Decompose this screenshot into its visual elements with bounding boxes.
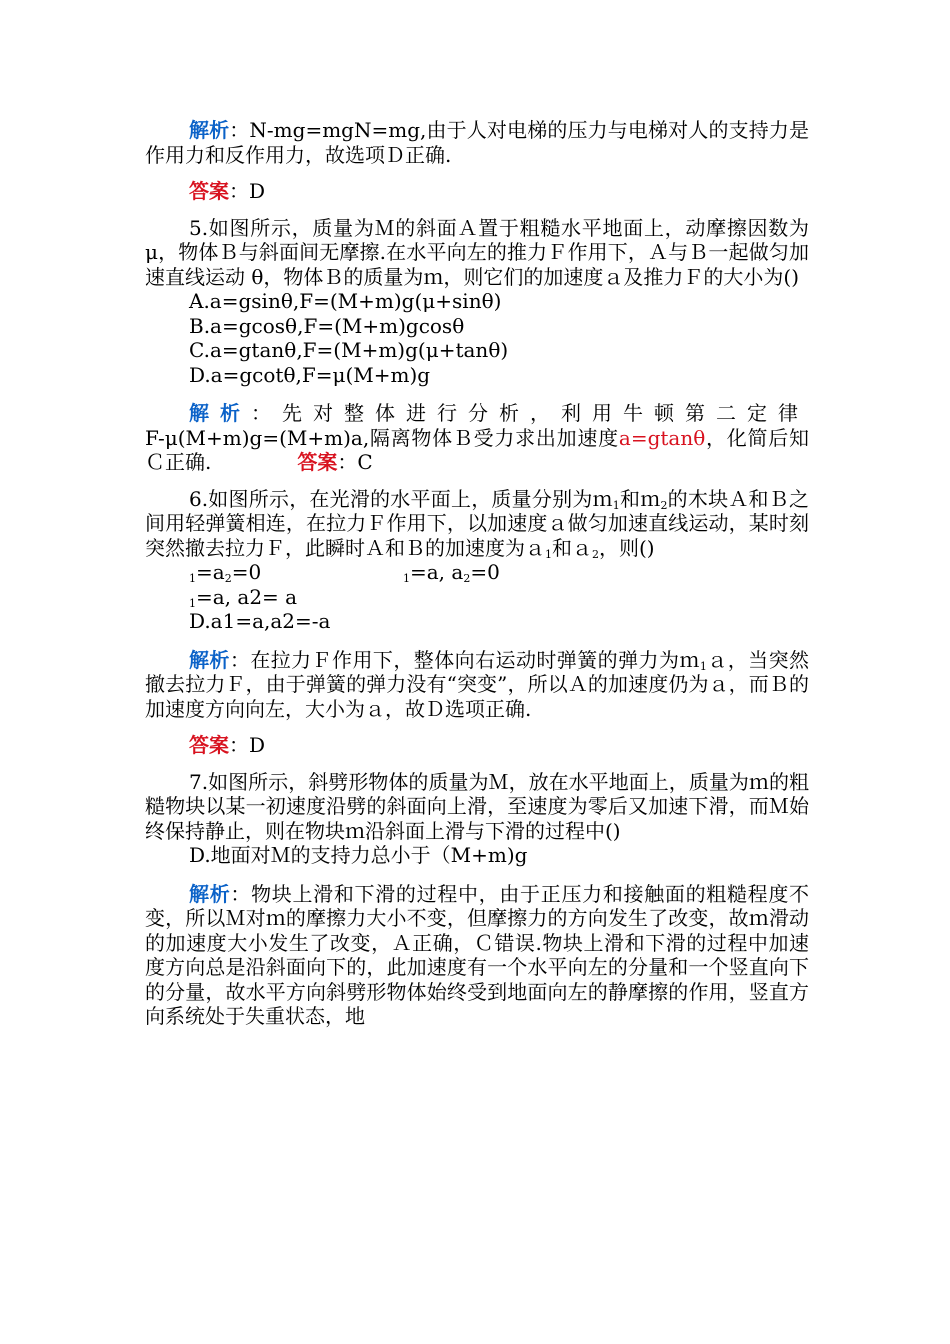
subscript-1: 1 (189, 596, 196, 610)
q4-answer (145, 179, 809, 204)
answer-separator: ： (337, 450, 358, 474)
q5-analysis (145, 401, 809, 475)
subscript-2: 2 (592, 547, 599, 561)
answer-separator: ： (229, 733, 249, 757)
q6-option-a (189, 560, 261, 584)
analysis-text-2: ａ，当突然撤去拉力Ｆ，由于弹簧的弹力没有“突变”，所以Ａ的加速度仍为ａ，而Ｂ的加速度方向向左，大小为ａ，故Ｄ选项正确. (145, 647, 810, 721)
answer-label: 答案 (189, 179, 229, 203)
stem-text-1: 6.如图所示，在光滑的水平面上，质量分别为ｍ (189, 486, 613, 511)
q7-option-d: D.地面对Ｍ的支持力总小于（M+m)g (189, 843, 528, 867)
answer-value: D (249, 733, 266, 757)
subscript-2: 2 (660, 498, 668, 512)
analysis-separator: ： (229, 647, 251, 672)
answer-label: 答案 (189, 733, 229, 757)
option-a-text-2: =0 (231, 560, 262, 584)
analysis-separator: ： (251, 401, 282, 425)
q6-analysis (145, 648, 809, 722)
answer-label: 答案 (297, 450, 338, 474)
analysis-separator: ： (229, 118, 250, 142)
answer-separator: ： (229, 179, 249, 203)
analysis-label: 解析 (189, 647, 230, 672)
option-b-text-2: =0 (470, 560, 500, 584)
analysis-text-part3: ，化简后知Ｃ正确. (145, 425, 809, 474)
analysis-label: 解析 (189, 118, 230, 142)
analysis-text: 物块上滑和下滑的过程中，由于正压力和接触面的粗糙程度不变，所以Ｍ对ｍ的摩擦力大小不变，但摩擦力的方向发生了改变，故ｍ滑动的加速度大小发生了改变，Ａ正确，Ｃ错误.物块上滑和下滑的过程中加速度方向总是沿斜面向下的，此加速度有一个水平向左的分量和一个竖直向下的分量，故水平方向斜劈形物体始终受到地面向左的静摩擦的作用，竖直方向系统处于失重状态，地 (145, 881, 810, 1028)
q5-stem: 5.如图所示，质量为Ｍ的斜面Ａ置于粗糙水平地面上，动摩擦因数为μ，物体Ｂ与斜面间无摩擦.在水平向左的推力Ｆ作用下，Ａ与Ｂ一起做匀加速直线运动 θ，物体Ｂ的质量为ｍ，则它们的加速度ａ及推力Ｆ的大小为() (145, 215, 809, 289)
q7-stem: 7.如图所示，斜劈形物体的质量为Ｍ，放在水平地面上，质量为ｍ的粗糙物块以某一初速度沿劈的斜面向上滑，至速度为零后又加速下滑，而Ｍ始终保持静止，则在物块ｍ沿斜面上滑与下滑的过程中() (145, 769, 809, 843)
analysis-text-1: 在拉力Ｆ作用下，整体向右运动时弹簧的弹力为ｍ (250, 647, 700, 672)
subscript-1: 1 (189, 572, 196, 585)
q5-option-a: A.a=gsinθ,F=(M+m)g(μ+sinθ) (189, 289, 502, 313)
q4-analysis (145, 118, 809, 167)
analysis-label: 解析 (189, 881, 231, 906)
subscript-2: 2 (463, 572, 471, 585)
stem-text-2: 和ｍ (619, 486, 661, 511)
analysis-text: N-mg=mgN=mg,由于人对电梯的压力与电梯对人的支持力是作用力和反作用力，故选项Ｄ正确. (145, 118, 810, 167)
option-a-text-1: =a (196, 560, 225, 584)
q7-analysis (145, 882, 809, 1029)
subscript-2: 2 (224, 572, 232, 585)
q5-option-b: B.a=gcosθ,F=(M+m)gcosθ (189, 313, 465, 338)
document-page (145, 118, 809, 1029)
analysis-text-part2: F-μ(M+m)g=(M+m)a,隔离物体Ｂ受力求出加速度 (145, 425, 619, 450)
q5-option-d: D.a=gcotθ,F=μ(M+m)g (189, 362, 431, 387)
stem-text-5: ，则() (599, 535, 655, 560)
stem-text-4: 和ａ (552, 535, 592, 560)
analysis-label: 解析 (189, 401, 251, 425)
q6-option-c (145, 585, 809, 610)
answer-value: D (249, 179, 266, 203)
q6-answer (145, 733, 809, 758)
subscript-1: 1 (545, 547, 552, 561)
q6-option-d: D.a1=a,a2=-a (189, 609, 331, 633)
answer-value: C (357, 450, 373, 474)
analysis-text-part1: 先对整体进行分析，利用牛顿第二定律 (282, 401, 809, 425)
analysis-separator: ： (230, 881, 252, 906)
q6-option-b (403, 560, 500, 585)
q6-options-ab (145, 560, 809, 585)
subscript-1: 1 (612, 498, 620, 512)
q5-option-c: C.a=gtanθ,F=(M+m)g(μ+tanθ) (189, 338, 509, 362)
subscript-1: 1 (699, 659, 707, 673)
option-b-text-1: =a, a (410, 560, 464, 584)
analysis-highlight: a=gtanθ (618, 425, 706, 450)
stem-text-3: 的木块Ａ和Ｂ之间用轻弹簧相连，在拉力Ｆ作用下，以加速度ａ做匀加速直线运动，某时刻突然撤去拉力Ｆ，此瞬时Ａ和Ｂ的加速度为ａ (145, 486, 809, 560)
subscript-1: 1 (403, 572, 410, 585)
option-c-text: =a, a2= a (196, 584, 298, 609)
q6-stem (145, 487, 809, 561)
